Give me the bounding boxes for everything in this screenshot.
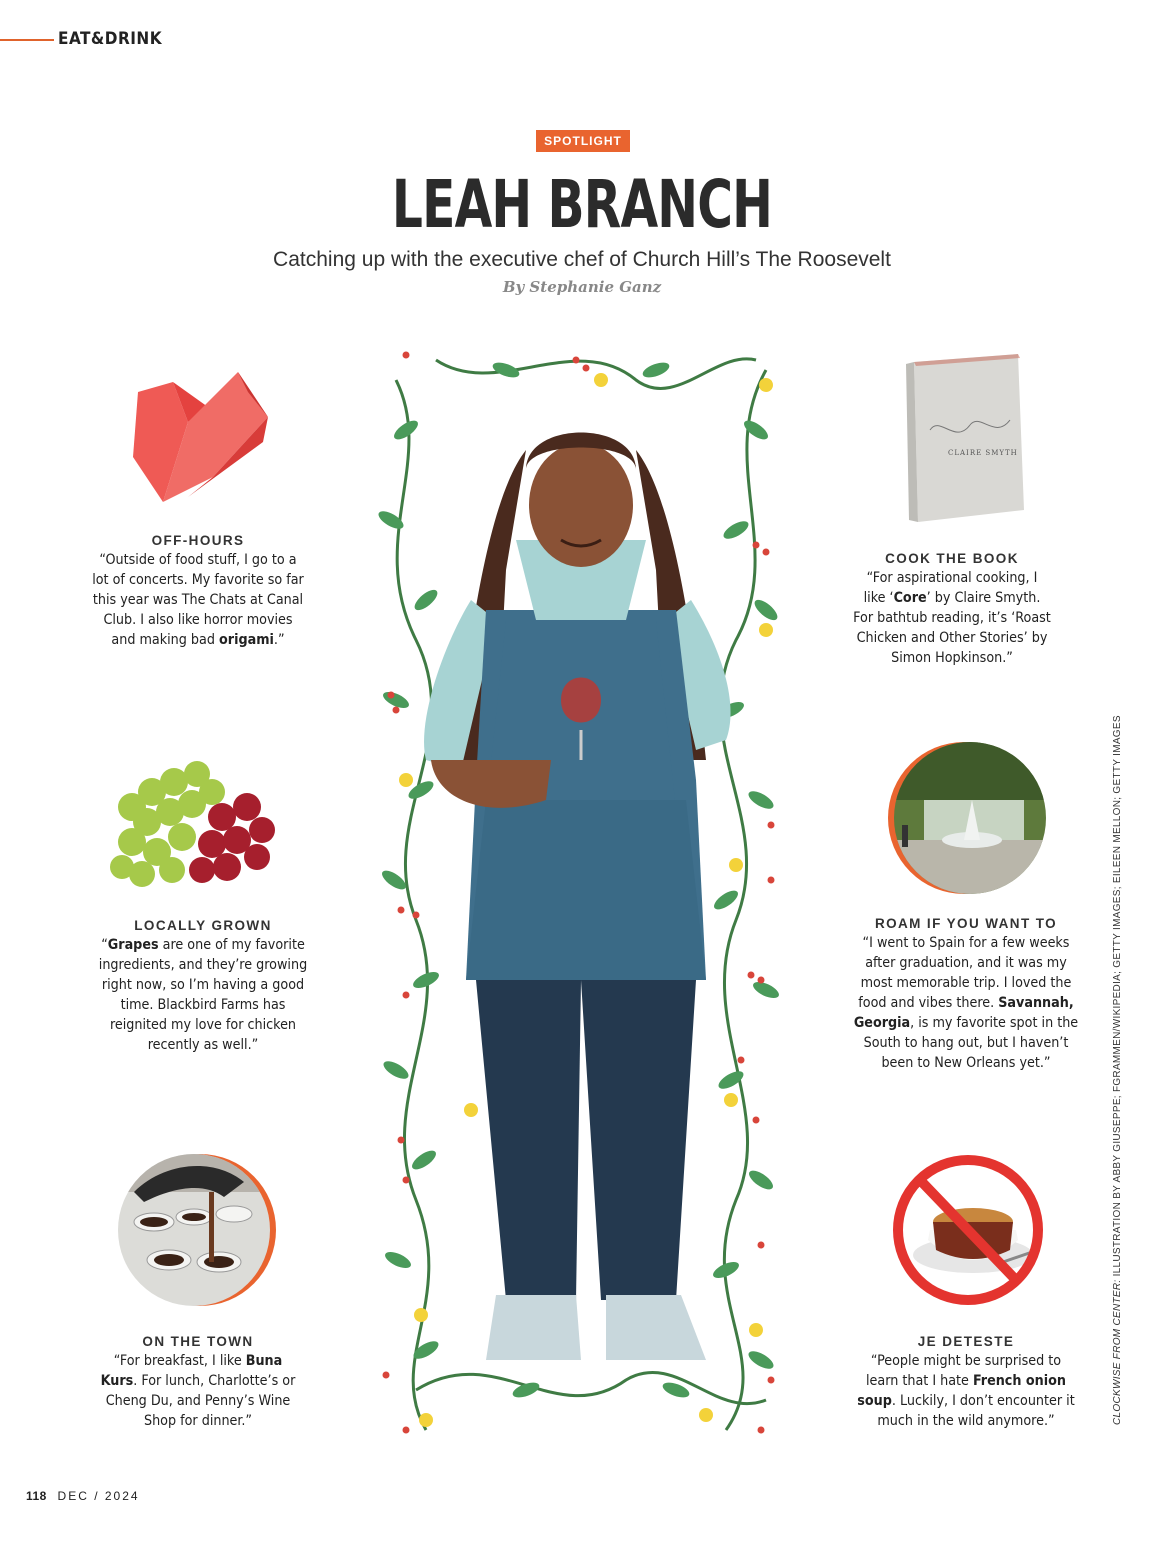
je-deteste-text: learn that I hate	[865, 1373, 973, 1389]
roam-highlight: Georgia	[853, 1015, 911, 1031]
cook-the-book-text: like ‘	[863, 590, 894, 606]
je-deteste-block	[838, 1333, 1094, 1431]
chef-figure	[424, 433, 731, 1361]
locally-grown-line: reignited my love for chicken	[109, 1017, 297, 1033]
off-hours-line: “Outside of food stuff, I go to a	[99, 552, 297, 568]
page-folio	[26, 1489, 140, 1503]
roam-line: “I went to Spain for a few weeks	[862, 935, 1070, 951]
je-deteste-text: . Luckily, I don’t encounter it	[891, 1393, 1075, 1409]
page-number: 118	[26, 1489, 47, 1503]
on-the-town-line	[78, 1371, 318, 1391]
grapes-photo	[102, 752, 282, 892]
article-title: LEAH BRANCH	[391, 166, 773, 243]
je-deteste-heading: JE DETESTE	[917, 1334, 1015, 1349]
locally-grown-line: right now, so I’m having a good	[101, 977, 305, 993]
coffee-cups-photo	[114, 1152, 278, 1308]
cookbook-author-label: CLAIRE SMYTH	[948, 449, 1018, 457]
cook-the-book-highlight: Core	[893, 590, 927, 606]
roam-block	[838, 915, 1094, 1073]
header-rule	[0, 39, 54, 41]
on-the-town-text: . For lunch, Charlotte’s or	[133, 1373, 296, 1389]
cook-the-book-line: For bathtub reading, it’s ‘Roast	[853, 610, 1051, 626]
cook-the-book-block	[842, 550, 1062, 668]
cook-the-book-line: Simon Hopkinson.”	[891, 650, 1013, 666]
cook-the-book-line: “For aspirational cooking, I	[866, 570, 1038, 586]
roam-line: after graduation, and it was my	[865, 955, 1067, 971]
off-hours-line: Club. I also like horror movies	[103, 612, 293, 628]
on-the-town-block	[78, 1333, 318, 1431]
cookbook-photo	[900, 350, 1030, 530]
savannah-fountain-photo	[884, 740, 1048, 896]
on-the-town-heading: ON THE TOWN	[142, 1334, 254, 1349]
section-label: EAT&DRINK	[58, 29, 163, 49]
cook-the-book-text: ’ by Claire Smyth.	[926, 590, 1041, 606]
byline: By Stephanie Ganz	[502, 278, 662, 296]
locally-grown-line	[78, 935, 328, 955]
je-deteste-line: “People might be surprised to	[870, 1353, 1062, 1369]
off-hours-heading: OFF-HOURS	[151, 533, 245, 548]
off-hours-highlight: origami	[219, 632, 274, 648]
spotlight-badge: SPOTLIGHT	[536, 130, 630, 152]
roam-line	[838, 993, 1094, 1013]
cook-the-book-heading: COOK THE BOOK	[885, 551, 1019, 566]
locally-grown-heading: LOCALLY GROWN	[134, 918, 272, 933]
roam-line: most memorable trip. I loved the	[860, 975, 1072, 991]
off-hours-text: and making bad	[111, 632, 220, 648]
locally-grown-block	[78, 917, 328, 1055]
photo-credit-text: ILLUSTRATION BY ABBY GIUSEPPE; FGRAMMEN/WIKIPEDIA; GETTY IMAGES; EILEEN MELLON; GETTY IMAGES	[1112, 715, 1123, 1280]
roam-line: South to hang out, but I haven’t	[863, 1035, 1069, 1051]
off-hours-text: .”	[273, 632, 285, 648]
cook-the-book-line	[842, 588, 1062, 608]
locally-grown-line: ingredients, and they’re growing	[98, 957, 308, 973]
photo-credit-lead: CLOCKWISE FROM CENTER:	[1112, 1279, 1123, 1425]
locally-grown-line: recently as well.”	[147, 1037, 259, 1053]
roam-heading: ROAM IF YOU WANT TO	[874, 916, 1058, 931]
roam-highlight: Savannah,	[998, 995, 1074, 1011]
off-hours-line: lot of concerts. My favorite so far	[92, 572, 304, 588]
photo-credit	[1112, 715, 1123, 1425]
locally-grown-highlight: Grapes	[107, 937, 159, 953]
je-deteste-line: much in the wild anymore.”	[877, 1413, 1055, 1429]
off-hours-line: this year was The Chats at Canal	[92, 592, 304, 608]
je-deteste-highlight: soup	[857, 1393, 892, 1409]
on-the-town-text: “For breakfast, I like	[113, 1353, 246, 1369]
je-deteste-highlight: French onion	[972, 1373, 1066, 1389]
je-deteste-line	[838, 1391, 1094, 1411]
locally-grown-text: “	[101, 937, 108, 953]
on-the-town-line	[78, 1351, 318, 1371]
on-the-town-highlight: Kurs	[100, 1373, 134, 1389]
off-hours-block	[78, 532, 318, 650]
article-subtitle: Catching up with the executive chef of Church Hill’s The Roosevelt	[273, 248, 891, 271]
no-french-onion-soup-photo	[888, 1150, 1048, 1310]
locally-grown-line: time. Blackbird Farms has	[120, 997, 286, 1013]
locally-grown-text: are one of my favorite	[158, 937, 305, 953]
roam-text: , is my favorite spot in the	[910, 1015, 1079, 1031]
roam-line	[838, 1013, 1094, 1033]
on-the-town-highlight: Buna	[245, 1353, 283, 1369]
issue-date: DEC / 2024	[57, 1489, 140, 1503]
on-the-town-line: Shop for dinner.”	[143, 1413, 253, 1429]
cook-the-book-line: Chicken and Other Stories’ by	[856, 630, 1048, 646]
on-the-town-line: Cheng Du, and Penny’s Wine	[105, 1393, 291, 1409]
chef-illustration	[376, 340, 786, 1440]
off-hours-line	[78, 630, 318, 650]
je-deteste-line	[838, 1371, 1094, 1391]
roam-line: been to New Orleans yet.”	[881, 1055, 1051, 1071]
origami-bird-photo	[118, 362, 273, 512]
roam-text: food and vibes there.	[858, 995, 999, 1011]
